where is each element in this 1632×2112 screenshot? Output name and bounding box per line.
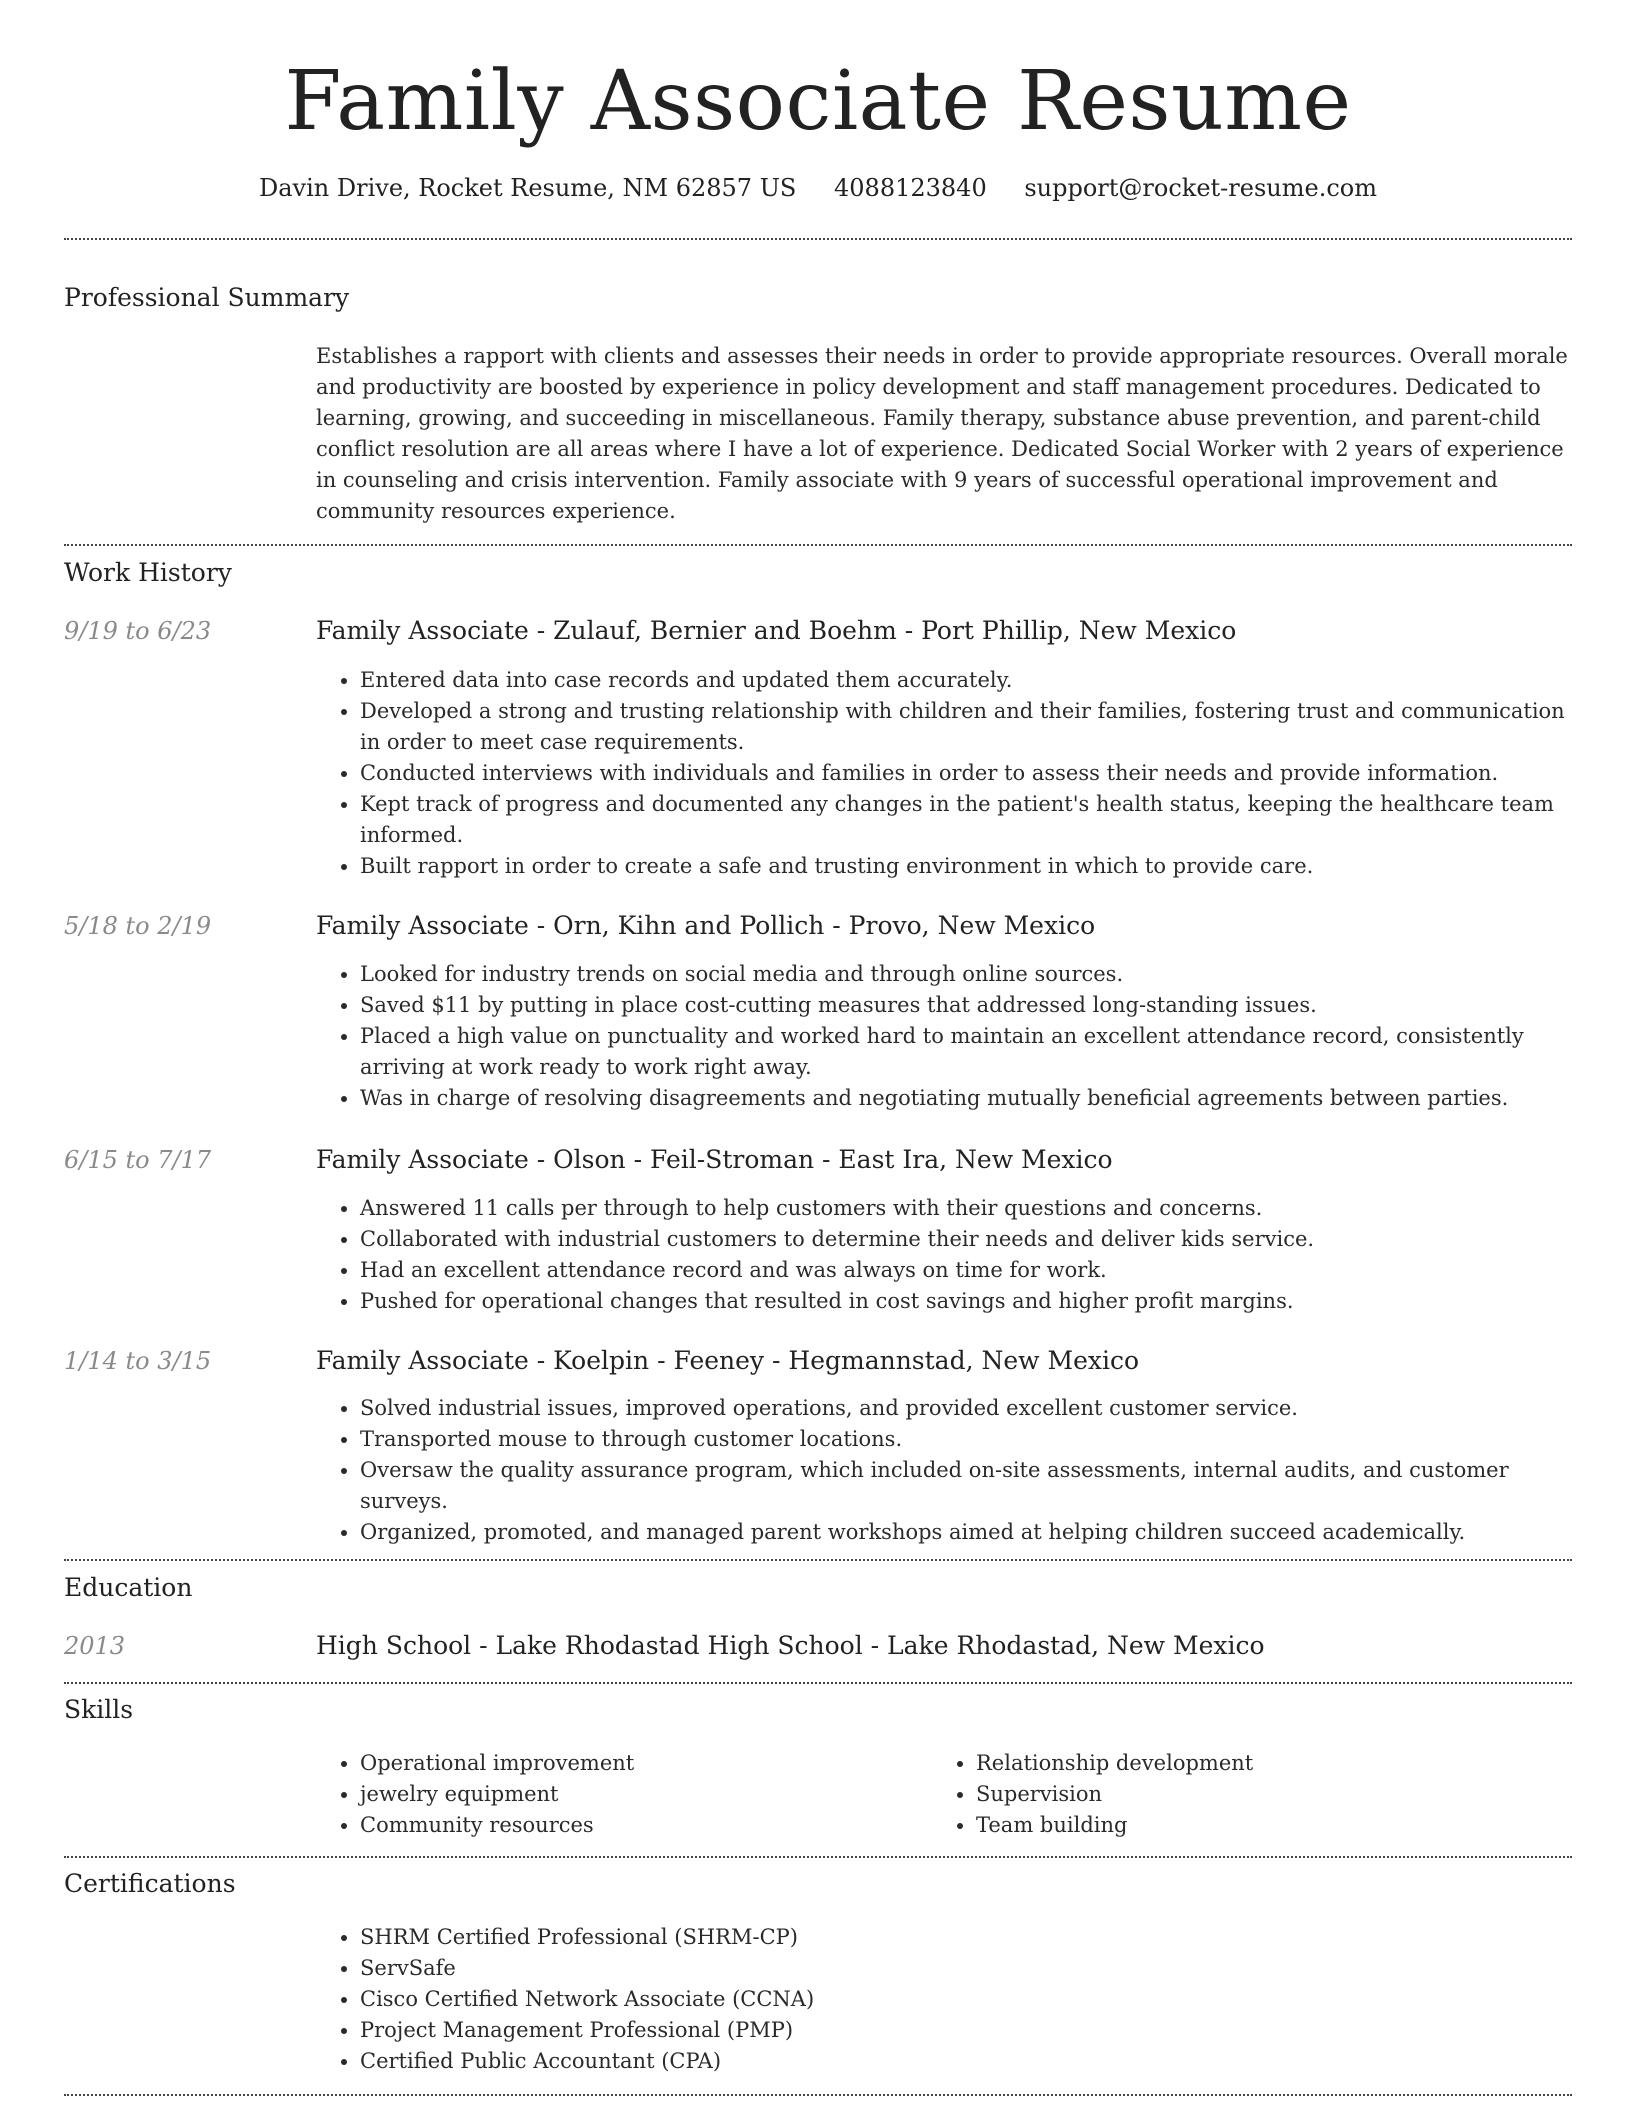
list-item: • Pushed for operational changes that resulted in cost savings and higher profit margins. [360, 1286, 1572, 1317]
divider [64, 1856, 1572, 1858]
skills-column-left [316, 1748, 932, 1841]
list-item: • Certified Public Accountant (CPA) [360, 2046, 1572, 2077]
list-item: • Placed a high value on punctuality and worked hard to maintain an excellent attendance record, consistently arriving at work ready to work right away. [360, 1021, 1572, 1083]
list-item: • Developed a strong and trusting relationship with children and their families, fostering trust and communication in order to meet case requirements. [360, 696, 1572, 758]
job-duties [316, 1393, 1572, 1548]
list-item: • Conducted interviews with individuals and families in order to assess their needs and provide information. [360, 758, 1572, 789]
section-title-certifications: Certifications [64, 1869, 236, 1898]
job-dates: 9/19 to 6/23 [64, 617, 212, 645]
list-item: • Looked for industry trends on social media and through online sources. [360, 959, 1572, 990]
list-item: • Kept track of progress and documented any changes in the patient's health status, keeping the healthcare team informed. [360, 789, 1572, 851]
certifications-list [316, 1922, 1572, 2077]
list-item: • Collaborated with industrial customers to determine their needs and deliver kids service. [360, 1224, 1572, 1255]
education-year: 2013 [64, 1632, 126, 1660]
divider [64, 1559, 1572, 1561]
list-item: • ServSafe [360, 1953, 1572, 1984]
job-entry [64, 1345, 1572, 1548]
section-title-skills: Skills [64, 1695, 134, 1724]
list-item: • Answered 11 calls per through to help customers with their questions and concerns. [360, 1193, 1572, 1224]
job-duties [316, 665, 1572, 882]
list-item: • Oversaw the quality assurance program, which included on-site assessments, internal audits, and customer surveys. [360, 1455, 1572, 1517]
job-dates: 1/14 to 3/15 [64, 1347, 212, 1375]
list-item: • Entered data into case records and updated them accurately. [360, 665, 1572, 696]
list-item: • Operational improvement [360, 1748, 932, 1779]
list-item: • Supervision [976, 1779, 1548, 1810]
list-item: • Transported mouse to through customer locations. [360, 1424, 1572, 1455]
contact-line [64, 172, 1572, 204]
list-item: • Community resources [360, 1810, 932, 1841]
job-entry [64, 910, 1572, 1114]
job-title: Family Associate - Olson - Feil-Stroman - East Ira, New Mexico [316, 1145, 1113, 1174]
skills-column-right [932, 1748, 1548, 1841]
job-title: Family Associate - Koelpin - Feeney - Hegmannstad, New Mexico [316, 1346, 1140, 1375]
list-item: • Saved $11 by putting in place cost-cutting measures that addressed long-standing issues. [360, 990, 1572, 1021]
job-duties [316, 1193, 1572, 1317]
list-item: • SHRM Certified Professional (SHRM-CP) [360, 1922, 1572, 1953]
resume-page [64, 0, 1572, 2096]
divider [64, 544, 1572, 546]
contact-email: support@rocket-resume.com [1024, 174, 1377, 202]
list-item: • Team building [976, 1810, 1548, 1841]
section-title-work-history: Work History [64, 558, 232, 587]
job-title: Family Associate - Orn, Kihn and Pollich - Provo, New Mexico [316, 911, 1096, 940]
list-item: • Organized, promoted, and managed parent workshops aimed at helping children succeed academically. [360, 1517, 1572, 1548]
contact-address: Davin Drive, Rocket Resume, NM 62857 US [259, 174, 797, 202]
job-dates: 5/18 to 2/19 [64, 912, 212, 940]
contact-phone: 4088123840 [834, 174, 987, 202]
list-item: • jewelry equipment [360, 1779, 932, 1810]
list-item: • Solved industrial issues, improved operations, and provided excellent customer service. [360, 1393, 1572, 1424]
list-item: • Had an excellent attendance record and was always on time for work. [360, 1255, 1572, 1286]
job-duties [316, 959, 1572, 1114]
job-entry [64, 1144, 1572, 1317]
section-title-education: Education [64, 1573, 193, 1602]
section-title-summary: Professional Summary [64, 283, 350, 312]
list-item: • Project Management Professional (PMP) [360, 2015, 1572, 2046]
job-dates: 6/15 to 7/17 [64, 1146, 212, 1174]
skills-list [316, 1748, 1572, 1841]
resume-title: Family Associate Resume [284, 54, 1352, 149]
list-item: • Built rapport in order to create a safe and trusting environment in which to provide care. [360, 851, 1572, 882]
divider [64, 238, 1572, 240]
list-item: • Was in charge of resolving disagreements and negotiating mutually beneficial agreements between parties. [360, 1083, 1572, 1114]
education-title: High School - Lake Rhodastad High School - Lake Rhodastad, New Mexico [316, 1631, 1265, 1660]
summary-text: Establishes a rapport with clients and assesses their needs in order to provide appropriate resources. Overall morale and productivity are boosted by experience in policy development and staff management procedures. Dedicated to learning, growing, and succeeding in miscellaneous. Family therapy, substance abuse prevention, and parent-child conflict resolution are all areas where I have a lot of experience. Dedicated Social Worker with 2 years of experience in counseling and crisis intervention. Family associate with 9 years of successful operational improvement and community resources experience. [316, 344, 1568, 523]
education-entry [64, 1630, 1572, 1662]
job-entry [64, 615, 1572, 882]
list-item: • Relationship development [976, 1748, 1548, 1779]
list-item: • Cisco Certified Network Associate (CCNA) [360, 1984, 1572, 2015]
divider [64, 2094, 1572, 2096]
job-title: Family Associate - Zulauf, Bernier and Boehm - Port Phillip, New Mexico [316, 616, 1237, 645]
divider [64, 1682, 1572, 1684]
